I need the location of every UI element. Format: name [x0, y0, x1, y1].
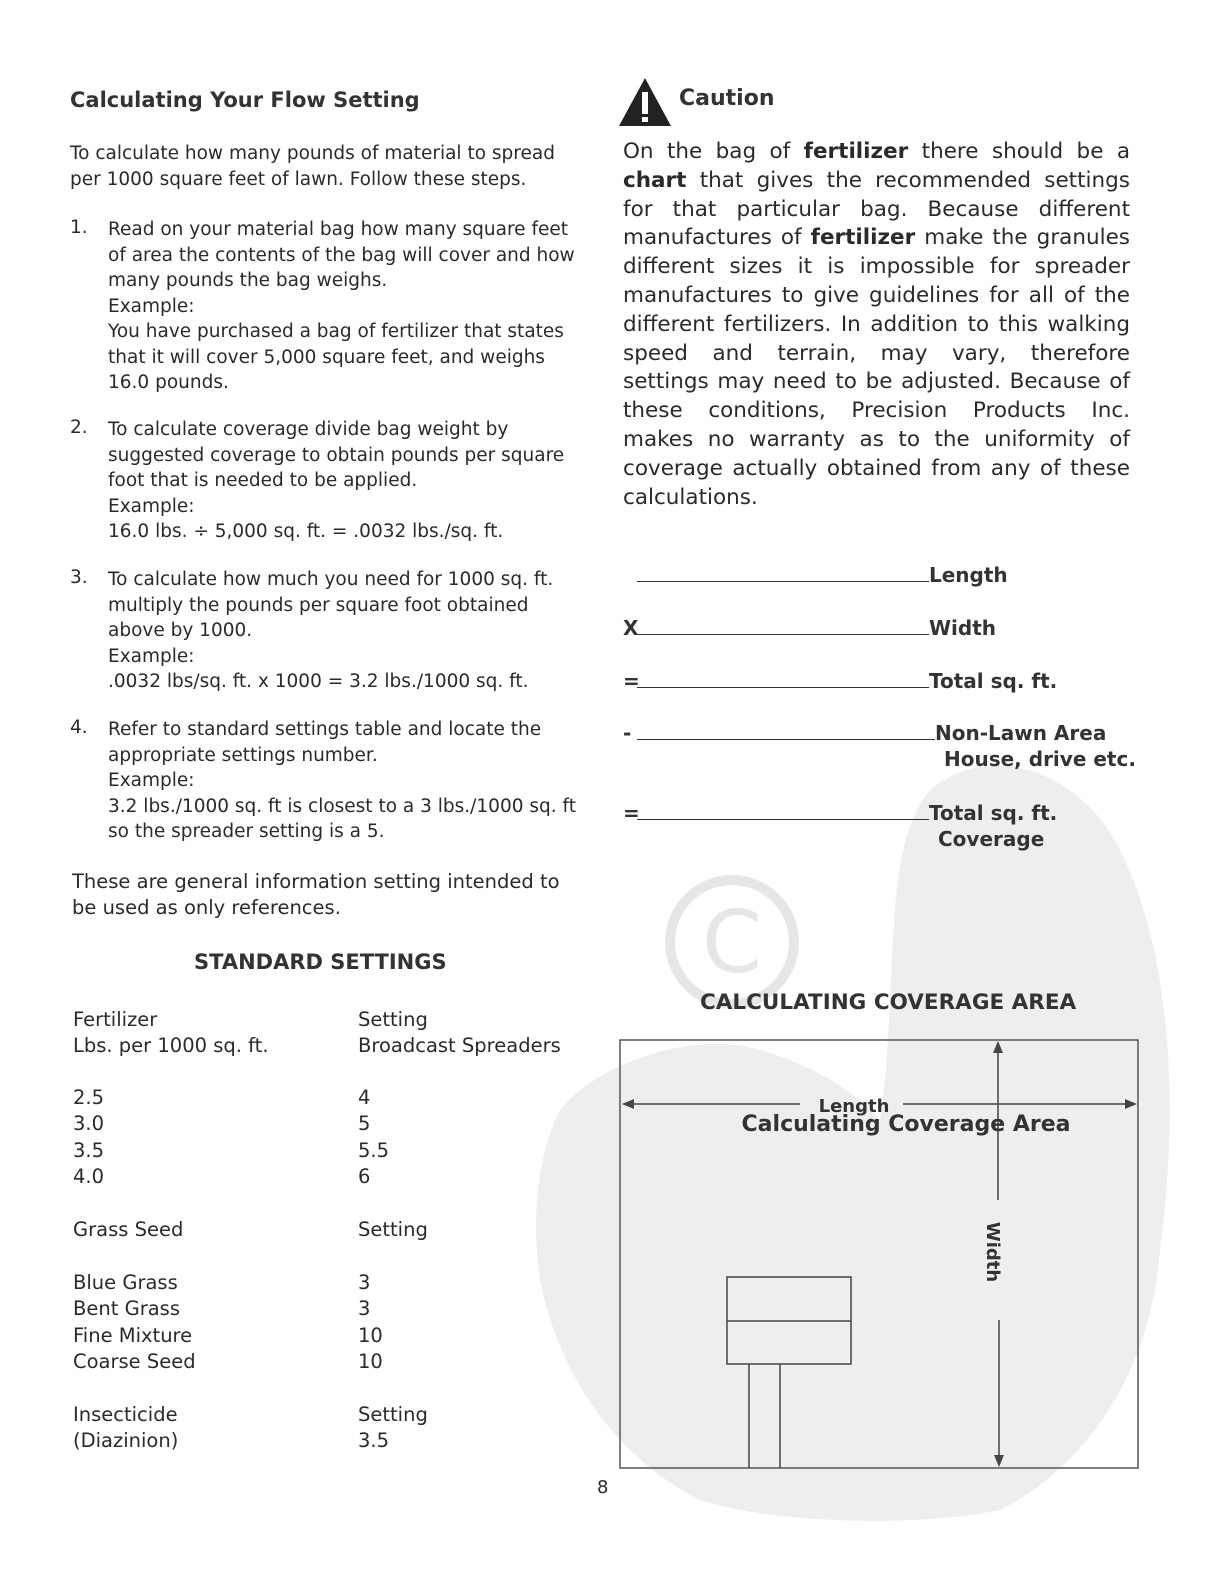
table-cell-name: Bent Grass	[73, 1297, 180, 1321]
table-cell-name: Coarse Seed	[73, 1349, 196, 1373]
insecticide-value: 3.5	[358, 1429, 390, 1452]
form-label: Total sq. ft.	[929, 801, 1058, 825]
step-line: 3.2 lbs./1000 sq. ft is closest to a 3 lbs./1000 sq. ft so the spreader setting is a 5.	[108, 795, 576, 842]
note-text: These are general information setting intended to be used as only references.	[72, 870, 560, 919]
step-line: You have purchased a bag of fertilizer that states that it will cover 5,000 square feet, and weighs 16.0 pounds.	[108, 321, 564, 393]
form-operator: =	[623, 669, 640, 693]
diagram-inner-title: Calculating Coverage Area	[741, 1112, 1071, 1137]
header-fertilizer: Fertilizer	[73, 1008, 158, 1031]
example-label: Example:	[108, 770, 195, 791]
form-label: Non-Lawn Area	[935, 721, 1107, 745]
caution-heading: Caution	[679, 86, 775, 111]
step-number: 3.	[70, 567, 88, 588]
diagram-title: CALCULATING COVERAGE AREA	[700, 990, 1077, 1015]
length-label: Length	[818, 1096, 890, 1117]
step-line: 16.0 lbs. ÷ 5,000 sq. ft. = .0032 lbs./sq. ft.	[108, 521, 504, 542]
svg-text:C: C	[701, 893, 763, 993]
form-sublabel: Coverage	[938, 827, 1045, 851]
table-cell-setting: 5.5	[358, 1138, 390, 1162]
table-cell-name: 3.5	[73, 1138, 105, 1162]
header-lbs: Lbs. per 1000 sq. ft.	[73, 1034, 269, 1057]
settings-title: STANDARD SETTINGS	[194, 950, 447, 974]
form-label: Length	[929, 563, 1008, 587]
header-broadcast: Broadcast Spreaders	[358, 1034, 561, 1057]
header-insecticide: Insecticide	[73, 1403, 178, 1426]
step-number: 2.	[70, 417, 88, 438]
table-cell-name: Fine Mixture	[73, 1323, 193, 1347]
table-cell-setting: 3	[358, 1271, 371, 1294]
table-cell-setting: 6	[358, 1164, 371, 1188]
form-operator: X	[623, 616, 639, 640]
section-title: Calculating Your Flow Setting	[70, 88, 420, 112]
form-label: Width	[929, 616, 997, 640]
table-cell-setting: 10	[358, 1349, 383, 1373]
header-setting: Setting	[358, 1008, 428, 1031]
example-label: Example:	[108, 645, 195, 667]
step-number: 1.	[70, 217, 88, 238]
table-cell-name: 4.0	[73, 1164, 105, 1188]
header-grass-setting: Setting	[358, 1218, 428, 1241]
table-cell-name: 3.0	[73, 1112, 105, 1136]
form-operator: -	[623, 721, 632, 745]
example-label: Example:	[108, 295, 195, 317]
caution-paragraph: On the bag of fertilizer there should be a chart that gives the recommended settings for that particular bag. Because different manufactures of fertilizer make the granules different sizes it is impossible for spreader manufactures to give guidelines for all of the different fertilizers. In addition to this walking speed and terrain, may vary, therefore settings may need to be adjusted. Because of these conditions, Precision Products Inc. makes no warranty as to the uniformity of coverage actually obtained from any of these calculations.	[623, 139, 1130, 510]
step-line: Read on your material bag how many square feet of area the contents of the bag will cover and how many pounds the bag weighs.	[108, 219, 575, 291]
table-cell-name: Blue Grass	[73, 1271, 178, 1294]
step-line: Refer to standard settings table and locate the appropriate settings number.	[108, 719, 542, 766]
step-line: To calculate coverage divide bag weight by suggested coverage to obtain pounds per square foot that is needed to be applied.	[108, 419, 565, 491]
step-line: To calculate how much you need for 1000 sq. ft. multiply the pounds per square foot obtained above by 1000.	[108, 569, 554, 641]
table-cell-setting: 3	[358, 1297, 371, 1321]
example-label: Example:	[108, 495, 195, 517]
step-line: .0032 lbs/sq. ft. x 1000 = 3.2 lbs./1000 sq. ft.	[108, 671, 529, 692]
step-number: 4.	[70, 717, 88, 738]
header-grass-seed: Grass Seed	[73, 1218, 184, 1241]
intro-text: To calculate how many pounds of material to spread per 1000 square feet of lawn. Follow these steps.	[70, 143, 555, 190]
form-label: Total sq. ft.	[929, 669, 1058, 693]
table-cell-setting: 10	[358, 1323, 383, 1347]
table-cell-setting: 5	[358, 1112, 371, 1136]
width-label: Width	[982, 1221, 1003, 1283]
table-cell-setting: 4	[358, 1086, 371, 1109]
insecticide-name: (Diazinion)	[73, 1429, 179, 1452]
form-operator: =	[623, 801, 640, 825]
page-number: 8	[597, 1477, 609, 1498]
form-sublabel: House, drive etc.	[944, 747, 1136, 771]
header-insecticide-setting: Setting	[358, 1403, 428, 1426]
table-cell-name: 2.5	[73, 1086, 105, 1109]
